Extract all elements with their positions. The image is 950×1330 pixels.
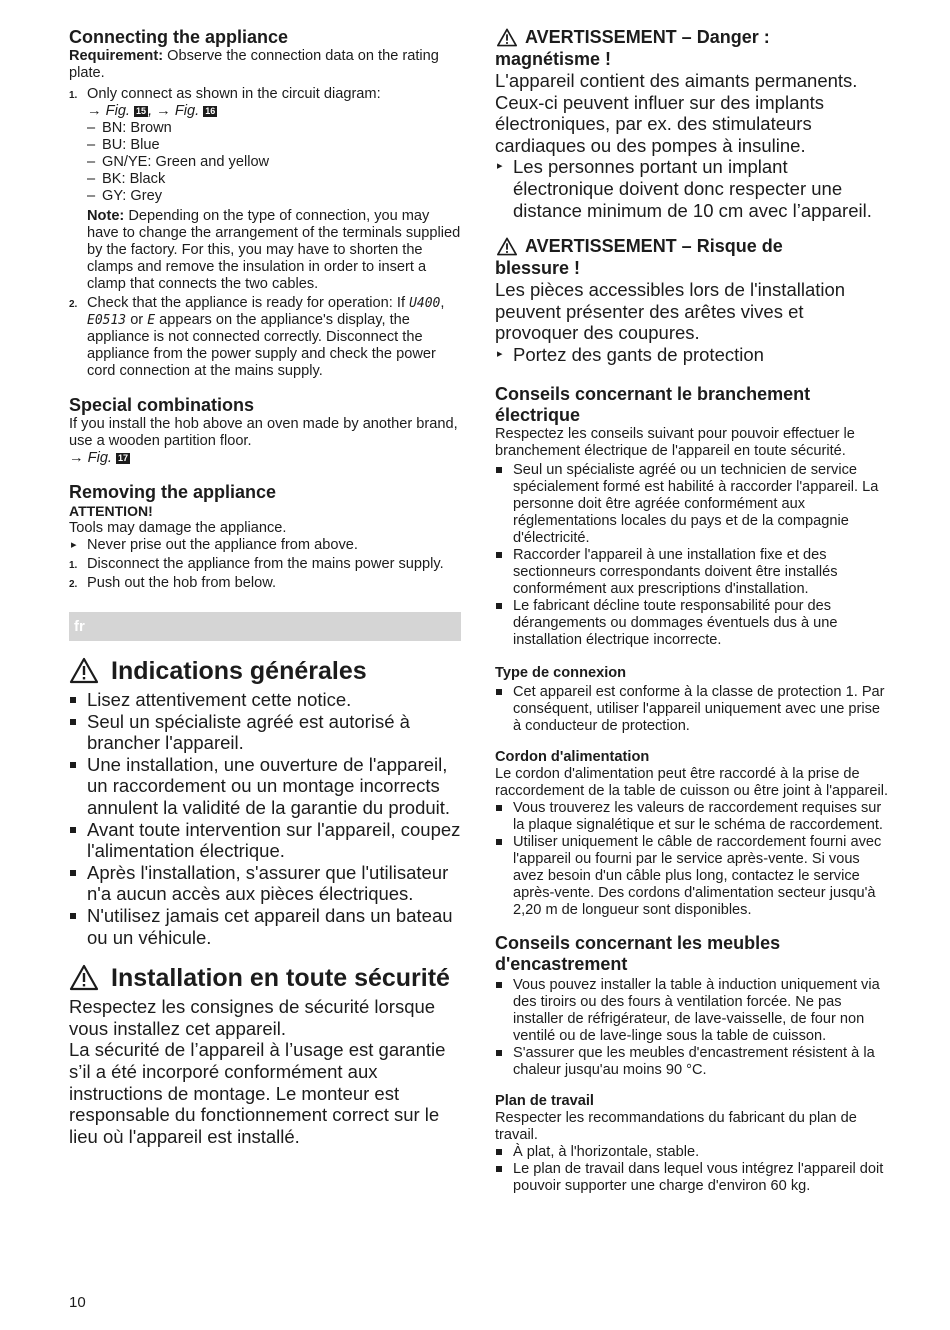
fig-separator: , [148, 103, 157, 119]
list-item: Après l'installation, s'assurer que l'utilisateur n'a aucun accès aux pièces électriques. [69, 862, 461, 905]
removing-step-1 [69, 556, 461, 573]
dash: – [87, 154, 96, 170]
heading-text: AVERTISSEMENT – Danger : [525, 27, 770, 47]
wire-item [69, 137, 461, 154]
right-column [495, 22, 890, 1195]
requirement-text [69, 48, 461, 82]
installation-para-1: Respectez les consignes de sécurité lorsque vous installez cet appareil. [69, 996, 436, 1039]
instruction-text: ▸ Les personnes portant un implant électronique doivent donc respecter une distance minimum de 10 cm avec l’appareil. [495, 156, 890, 221]
removing-step-2 [69, 575, 461, 592]
cordon-list [495, 800, 890, 919]
dash: – [87, 188, 96, 204]
list-item: Lisez attentivement cette notice. [69, 689, 461, 711]
heading-text: Installation en toute sécurité [111, 964, 450, 993]
heading-special: Special combinations [69, 395, 255, 415]
note-label: Note: [87, 208, 125, 224]
attention-text: Tools may damage the appliance. [69, 520, 287, 536]
wire-item [69, 171, 461, 188]
fig-number-17: 17 [118, 453, 129, 463]
fig-label: Fig. [87, 450, 112, 466]
arrow-icon: → [69, 450, 88, 466]
language-bar [69, 612, 461, 641]
list-item: S'assurer que les meubles d'encastrement résistent à la chaleur jusqu'au moins 90 °C. [495, 1045, 890, 1079]
heading-installation [69, 964, 461, 993]
injury-instruction [495, 344, 890, 366]
page-number: 10 [69, 1294, 86, 1311]
fig-label: Fig. [174, 103, 200, 119]
attention-label: ATTENTION! [69, 503, 153, 519]
list-item: N'utilisez jamais cet appareil dans un bateau ou un véhicule. [69, 905, 461, 948]
connexion-list [495, 684, 890, 735]
wire-label: GY: Grey [102, 188, 163, 204]
language-tag: fr [74, 618, 85, 635]
list-item: Le fabricant décline toute responsabilité pour des dérangements ou dommages éventuels dus à une installation électrique incorrecte. [495, 598, 890, 649]
step-number: 2. [69, 579, 78, 590]
magnetism-text: L'appareil contient des aimants permanents. Ceux-ci peuvent influer sur des implants électroniques, par ex. des stimulateurs cardiaques ou des pompes à insuline. [495, 70, 858, 156]
installation-para-2: La sécurité de l’appareil à l’usage est garantie s’il a été incorporé conformément aux instructions de montage. Le monteur est responsable du fonctionnement correct sur le lieu où l'appareil est installé. [69, 1039, 446, 1147]
heading-warning-injury [495, 235, 890, 279]
meubles-list [495, 977, 890, 1079]
figure-reference [87, 103, 217, 119]
figure-reference [69, 450, 461, 467]
wire-item [69, 188, 461, 205]
dash: – [87, 171, 96, 187]
wire-list [69, 120, 461, 205]
list-item: Seul un spécialiste agréé est autorisé à brancher l'appareil. [69, 711, 461, 754]
list-item: Le plan de travail dans lequel vous intégrez l'appareil doit pouvoir supporter une charge d'environ 60 kg. [495, 1161, 890, 1195]
wire-item [69, 120, 461, 137]
removing-steps [69, 556, 461, 592]
wire-item [69, 154, 461, 171]
heading-connexion: Type de connexion [495, 664, 627, 681]
connecting-note [87, 208, 461, 293]
arrow-icon: → [87, 103, 106, 119]
arrow-icon: → [156, 103, 175, 119]
requirement-body: Observe the connection data on the rating plate. [69, 48, 439, 81]
heading-cordon: Cordon d'alimentation [495, 748, 650, 765]
dash: – [87, 120, 96, 136]
list-item: Vous trouverez les valeurs de raccordement requises sur la plaque signalétique et sur le schéma de raccordement. [495, 800, 890, 834]
requirement-label: Requirement: [69, 48, 164, 64]
step-number: 1. [69, 560, 78, 571]
fig-label: Fig. [105, 103, 130, 119]
warning-triangle-icon [496, 28, 518, 47]
heading-text-cont: blessure ! [495, 258, 581, 279]
or-text: or [126, 312, 148, 328]
warning-triangle-icon [69, 964, 99, 991]
separator: , [440, 295, 445, 311]
heading-meubles: Conseils concernant les meubles d'encastrement [495, 932, 781, 974]
list-item: À plat, à l'horizontale, stable. [495, 1144, 890, 1161]
injury-text: Les pièces accessibles lors de l'installation peuvent présenter des arêtes vives et provoquer des coupures. [495, 279, 846, 344]
cordon-intro: Le cordon d'alimentation peut être raccordé à la prise de raccordement de la table de cuisson ou être joint à l'appareil. [495, 765, 888, 799]
magnetism-instruction [495, 156, 890, 221]
heading-text: AVERTISSEMENT – Risque de [525, 236, 783, 257]
list-item: Seul un spécialiste agréé ou un technicien de service spécialement formé est habilité à raccorder l'appareil. La personne doit être agréée conformément aux réglementations locales du pays et de la compagnie d'électricité. [495, 462, 890, 547]
display-code-u400: U400 [409, 296, 441, 311]
connecting-step-2 [69, 295, 461, 380]
step-text: Push out the hob from below. [87, 575, 277, 591]
heading-plan: Plan de travail [495, 1092, 594, 1109]
wire-label: BN: Brown [102, 120, 172, 136]
note-text: Depending on the type of connection, you may have to change the arrangement of the terminals supplied by the factory. For this, you may have to shorten the clamps and remove the insulation in order to insert a clamp that connects the two cables. [87, 208, 461, 292]
warning-triangle-icon [496, 237, 518, 256]
connecting-step-1 [69, 86, 461, 293]
indications-list [69, 689, 461, 948]
list-item: Une installation, une ouverture de l'appareil, un raccordement ou un montage incorrects annulent la validité de la garantie du produit. [69, 754, 461, 819]
step-number: 2. [69, 299, 78, 310]
step-text: Only connect as shown in the circuit diagram: [87, 86, 381, 102]
list-item: Utiliser uniquement le câble de raccordement fourni avec l'appareil ou fourni par le service après-vente. Si vous avez besoin d'un câble plus long, contactez le service après-vente. Des cordons d'alimentation secteur jusqu'à 2,20 m de longueur sont disponibles. [495, 834, 890, 919]
connecting-steps [69, 86, 461, 380]
plan-list [495, 1144, 890, 1195]
heading-branchement: Conseils concernant le branchement électrique [495, 383, 811, 425]
wire-label: GN/YE: Green and yellow [102, 154, 270, 170]
instruction-text: ▸ Portez des gants de protection [495, 344, 764, 366]
display-code-e: E [147, 313, 156, 328]
step-text: Disconnect the appliance from the mains power supply. [87, 556, 444, 572]
left-column [69, 22, 461, 1147]
branchement-list [495, 462, 890, 649]
fig-number-15: 15 [136, 106, 147, 116]
heading-text-cont: magnétisme ! [495, 49, 612, 69]
heading-text: Indications générales [111, 657, 367, 685]
plan-intro: Respecter les recommandations du fabricant du plan de travail. [495, 1109, 857, 1143]
step-text: Check that the appliance is ready for operation: If [87, 295, 410, 311]
wire-label: BK: Black [102, 171, 166, 187]
special-text: If you install the hob above an oven made by another brand, use a wooden partition floor. [69, 416, 458, 449]
wire-label: BU: Blue [102, 137, 160, 153]
dash: – [87, 137, 96, 153]
instruction-text: ▸ Never prise out the appliance from above. [69, 537, 358, 554]
heading-removing: Removing the appliance [69, 482, 277, 502]
removing-instruction [69, 537, 461, 554]
list-item: Avant toute intervention sur l'appareil, coupez l'alimentation électrique. [69, 819, 461, 862]
heading-warning-magnetism [495, 26, 890, 70]
warning-triangle-icon [69, 657, 99, 684]
fig-number-16: 16 [205, 106, 216, 116]
list-item: Vous pouvez installer la table à induction uniquement via des tiroirs ou des fours à ventilation forcée. Ne pas installer de réfrigérateur, de lave-vaisselle, de four non ventilé ou de lave-linge sous la table de cuisson. [495, 977, 890, 1045]
display-code-e0513: E0513 [87, 313, 127, 328]
step-text: appears on the appliance's display, the appliance is not connected correctly. Disconnect the appliance from the power supply and check the power cord connection at the mains supply. [87, 312, 436, 379]
heading-indications [69, 659, 461, 683]
step-number: 1. [69, 90, 78, 101]
heading-connecting: Connecting the appliance [69, 27, 289, 47]
branchement-intro: Respectez les conseils suivant pour pouvoir effectuer le branchement électrique de l'appareil en toute sécurité. [495, 425, 855, 459]
list-item: Cet appareil est conforme à la classe de protection 1. Par conséquent, utiliser l'appareil uniquement avec une prise à conducteur de protection. [495, 684, 890, 735]
list-item: Raccorder l'appareil à une installation fixe et des sectionneurs correspondants doivent être installés conformément aux prescriptions d'installation. [495, 547, 890, 598]
